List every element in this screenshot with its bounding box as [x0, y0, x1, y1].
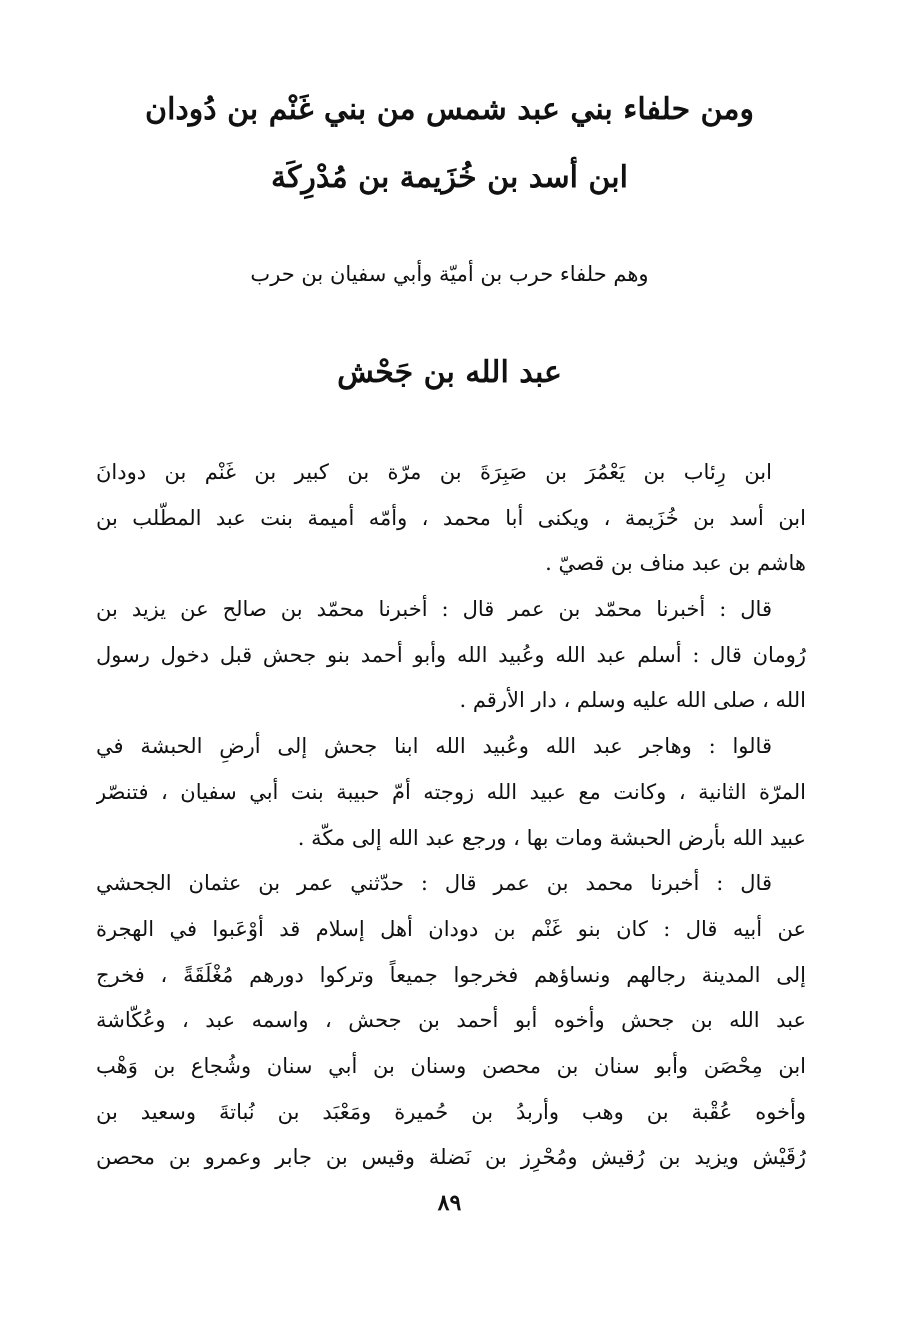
section-title: عبد الله بن جَحْش [337, 355, 562, 390]
text-line: وأخوه عُقْبة بن وهب وأربدُ بن حُميرة ومَعْبَد بن نُباتةَ وسعيد بن [96, 1099, 806, 1124]
text-line: قالوا : وهاجر عبد الله وعُبيد الله ابنا جحش إلى أرضِ الحبشة في [96, 734, 772, 759]
text-line: ابن أسد بن خُزَيمة ، ويكنى أبا محمد ، وأمّه أميمة بنت عبد المطّلب بن [96, 505, 806, 530]
text-line: إلى المدينة رجالهم ونساؤهم فخرجوا جميعاً وتركوا دورهم مُغْلَقَةً ، فخرج [96, 962, 806, 987]
text-line: المرّة الثانية ، وكانت مع عبيد الله زوجته أمّ حبيبة بنت أبي سفيان ، فتنصّر [96, 779, 806, 804]
text-line: عبيد الله بأرض الحبشة ومات بها ، ورجع عبد الله إلى مكّة . [297, 825, 806, 850]
text-line: الله ، صلى الله عليه وسلم ، دار الأرقم . [459, 688, 806, 713]
text-line: قال : أخبرنا محمد بن عمر قال : حدّثني عمر بن عثمان الجحشي [96, 871, 772, 896]
body-text [96, 450, 806, 1181]
text-line: قال : أخبرنا محمّد بن عمر قال : أخبرنا محمّد بن صالح عن يزيد بن [96, 597, 772, 622]
page-number: ٨٩ [437, 1190, 462, 1216]
text-line: رُومان قال : أسلم عبد الله وعُبيد الله وأبو أحمد بنو جحش قبل دخول رسول [96, 642, 806, 667]
text-line: هاشم بن عبد مناف بن قصيّ . [545, 551, 806, 576]
text-line: ابن مِحْصَن وأبو سنان بن محصن وسنان بن أبي سنان وشُجاع بن وَهْب [96, 1053, 806, 1078]
chapter-subtitle: وهم حلفاء حرب بن أميّة وأبي سفيان بن حرب [250, 262, 649, 286]
chapter-heading-line-2: ابن أسد بن خُزَيمة بن مُدْرِكَة [271, 160, 628, 195]
text-line: عبد الله بن جحش وأخوه أبو أحمد بن جحش ، واسمه عبد ، وعُكّاشة [96, 1008, 806, 1033]
chapter-heading-line-1: ومن حلفاء بني عبد شمس من بني غَنْم بن دُودان [145, 92, 754, 127]
text-line: ابن رِئاب بن يَعْمُرَ بن صَبِرَةَ بن مرّة بن كبير بن غَنْم بن دودانَ [96, 460, 772, 484]
text-line: عن أبيه قال : كان بنو غَنْم بن دودان أهل إسلام قد أوْعَبوا في الهجرة [96, 916, 806, 941]
text-line: رُقَيْش ويزيد بن رُقيش ومُحْرِز بن نَضلة وقيس بن جابر وعمرو بن محصن [96, 1145, 806, 1170]
